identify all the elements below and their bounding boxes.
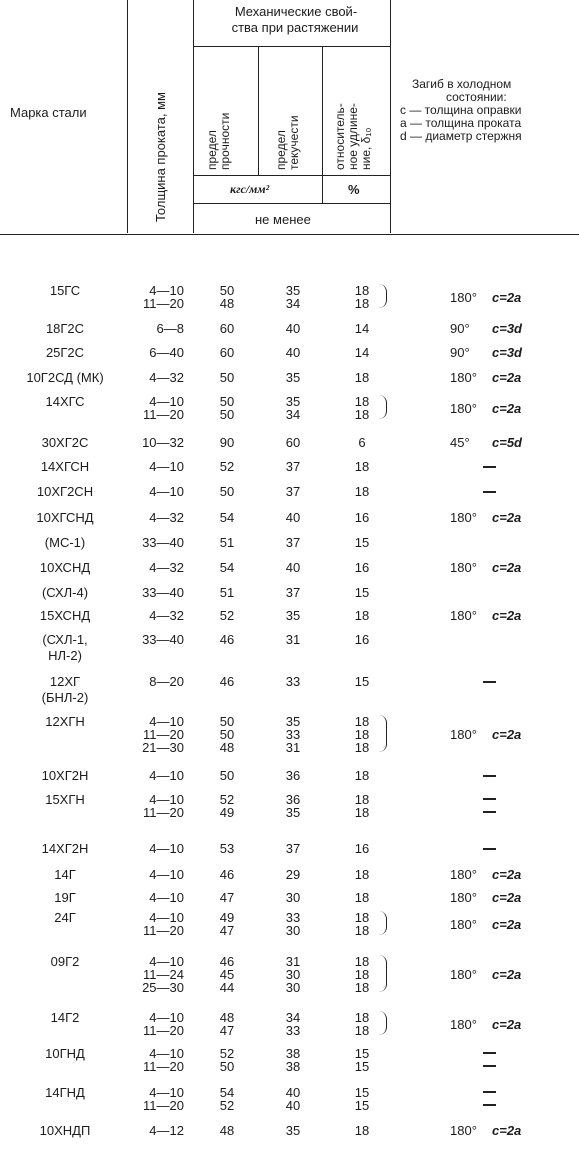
bend-angle: 90°: [450, 321, 470, 336]
strength-cell: 50: [219, 714, 235, 729]
steel-grade: 10ХГ2Н: [41, 768, 89, 783]
bend-condition-text: c=2a: [492, 890, 522, 905]
strength-cell: 50: [219, 283, 235, 298]
bend-condition-text: c=2a: [492, 727, 522, 742]
elongation-cell: 18: [354, 370, 370, 385]
divider: [258, 46, 259, 175]
bend-angle: 45°: [450, 435, 470, 450]
steel-grade: 19Г: [54, 890, 76, 905]
elongation-cell: 16: [354, 632, 370, 647]
bend-angle: 180°: [450, 727, 477, 742]
strength-cell: 52: [219, 1098, 235, 1113]
strength-cell: 60: [219, 345, 235, 360]
elongation-cell: 18: [354, 890, 370, 905]
yield-cell: 40: [285, 510, 301, 525]
strength-cell: 45: [219, 967, 235, 982]
yield-cell: 40: [285, 1098, 301, 1113]
yield-cell: 31: [285, 954, 301, 969]
bend-condition: [492, 321, 522, 336]
elongation-cell: 18: [354, 459, 370, 474]
yield-cell: 29: [285, 867, 301, 882]
yield-cell: 33: [285, 1023, 301, 1038]
thickness-cell: 33—40: [142, 585, 184, 600]
steel-grade: 12ХГ: [49, 674, 81, 689]
elongation-cell: 18: [354, 923, 370, 938]
steel-grade: 10ГНД: [45, 1046, 85, 1061]
thickness-cell: 4—10: [149, 954, 184, 969]
steel-grade: 15ХГН: [45, 792, 85, 807]
dash-mark: [483, 1065, 496, 1067]
thickness-cell: 11—20: [143, 1059, 184, 1074]
elongation-cell: 16: [354, 510, 370, 525]
thickness-cell: 6—40: [149, 345, 184, 360]
strength-cell: 49: [219, 910, 235, 925]
yield-cell: 38: [285, 1046, 301, 1061]
bend-angle: 180°: [450, 510, 477, 525]
bend-angle: 180°: [450, 1016, 477, 1032]
col-thickness-header: Толщина проката, мм: [153, 92, 168, 222]
strength-cell: 46: [219, 954, 235, 969]
thickness-cell: 4—10: [149, 394, 184, 409]
thickness-cell: 11—20: [143, 1023, 184, 1038]
bend-condition: [492, 345, 522, 360]
yield-cell: 37: [285, 459, 301, 474]
yield-cell: 33: [285, 910, 301, 925]
bend-condition: [492, 560, 521, 575]
dash-mark: [483, 466, 496, 468]
bend-angle: 180°: [450, 867, 477, 882]
col-yield-header: предел текучести: [274, 115, 301, 170]
elongation-cell: 18: [354, 805, 370, 820]
yield-cell: 36: [285, 768, 301, 783]
steel-grade: 18Г2С: [45, 321, 85, 336]
steel-grade: (МС-1): [44, 535, 86, 550]
row-brace: [378, 955, 387, 992]
row-brace: [378, 911, 387, 935]
strength-cell: 52: [219, 608, 235, 623]
strength-cell: 50: [219, 484, 235, 499]
steel-grade: 25Г2С: [45, 345, 85, 360]
bend-angle: 180°: [450, 967, 477, 982]
strength-cell: 50: [219, 727, 235, 742]
strength-cell: 50: [219, 370, 235, 385]
thickness-cell: 4—32: [149, 510, 184, 525]
yield-cell: 40: [285, 345, 301, 360]
thickness-cell: 11—20: [143, 296, 184, 311]
steel-grade: 14Г: [54, 867, 76, 882]
elongation-cell: 15: [354, 535, 370, 550]
bend-condition: [492, 608, 521, 623]
bend-condition-text: c=2a: [492, 560, 522, 575]
elongation-cell: 18: [354, 792, 370, 807]
divider: [193, 0, 194, 233]
thickness-cell: 11—20: [143, 407, 184, 422]
steel-grade: (СХЛ-4): [41, 585, 89, 600]
steel-grade: 14ГНД: [45, 1085, 85, 1100]
divider: [193, 203, 390, 204]
divider: [390, 0, 391, 233]
col-grade-header: Марка стали: [10, 105, 87, 120]
bend-condition-text: c=2a: [492, 916, 522, 932]
dash-mark: [483, 848, 496, 850]
divider: [193, 46, 390, 47]
bend-angle: 180°: [450, 916, 477, 932]
yield-cell: 30: [285, 923, 301, 938]
strength-cell: 52: [219, 1046, 235, 1061]
yield-cell: 37: [285, 484, 301, 499]
steel-grade: 10Г2СД (МК): [26, 370, 104, 385]
bend-condition: [492, 890, 521, 905]
strength-cell: 46: [219, 632, 235, 647]
yield-cell: 31: [285, 740, 301, 755]
steel-grade: (СХЛ-1,: [42, 632, 88, 647]
strength-cell: 90: [219, 435, 235, 450]
yield-cell: 38: [285, 1059, 301, 1074]
elongation-cell: 16: [354, 841, 370, 856]
elongation-cell: 18: [354, 768, 370, 783]
thickness-cell: 25—30: [142, 980, 184, 995]
thickness-cell: 4—10: [149, 1046, 184, 1061]
strength-cell: 52: [219, 459, 235, 474]
steel-grade: 10ХГСНД: [36, 510, 94, 525]
steel-grade: 24Г: [54, 910, 76, 925]
yield-cell: 60: [285, 435, 301, 450]
thickness-cell: 6—8: [156, 321, 184, 336]
col-strength-header: предел прочности: [205, 112, 232, 170]
elongation-cell: 18: [354, 296, 370, 311]
thickness-cell: 4—10: [149, 841, 184, 856]
bend-angle: 180°: [450, 608, 477, 623]
yield-cell: 33: [285, 727, 301, 742]
yield-cell: 35: [285, 1123, 301, 1138]
yield-cell: 35: [285, 370, 301, 385]
strength-cell: 54: [219, 510, 235, 525]
thickness-cell: 4—10: [149, 890, 184, 905]
yield-cell: 34: [285, 407, 301, 422]
divider: [322, 46, 323, 203]
strength-cell: 47: [219, 890, 235, 905]
yield-cell: 35: [285, 714, 301, 729]
dash-mark: [483, 1052, 496, 1054]
elongation-cell: 18: [354, 910, 370, 925]
bend-angle: 180°: [450, 1123, 477, 1138]
bend-condition-text: c=2a: [492, 967, 522, 982]
col-elongation-header: относитель- ное удлине- ние, δ₁₀: [333, 103, 373, 170]
elongation-cell: 14: [354, 345, 370, 360]
strength-cell: 60: [219, 321, 235, 336]
bend-condition-text: c=3d: [492, 345, 522, 360]
bend-condition: [492, 401, 521, 416]
bend-condition: [492, 727, 521, 742]
thickness-cell: 4—12: [149, 1123, 184, 1138]
elongation-cell: 14: [354, 321, 370, 336]
dash-mark: [483, 1104, 496, 1106]
elongation-cell: 15: [354, 1085, 370, 1100]
thickness-cell: 4—10: [149, 768, 184, 783]
elongation-cell: 15: [354, 1046, 370, 1061]
strength-cell: 54: [219, 1085, 235, 1100]
strength-cell: 50: [219, 394, 235, 409]
elongation-cell: 18: [354, 727, 370, 742]
bend-condition: [492, 290, 521, 305]
strength-cell: 44: [219, 980, 235, 995]
strength-cell: 46: [219, 867, 235, 882]
strength-cell: 51: [219, 535, 235, 550]
header-rule: [0, 234, 579, 235]
thickness-cell: 4—10: [149, 714, 184, 729]
row-brace: [378, 395, 387, 419]
strength-cell: 48: [219, 296, 235, 311]
thickness-cell: 21—30: [142, 740, 184, 755]
steel-grade: 10ХНДП: [39, 1123, 91, 1138]
strength-cell: 47: [219, 923, 235, 938]
dash-mark: [483, 1091, 496, 1093]
divider: [127, 0, 128, 233]
thickness-cell: 11—20: [143, 727, 184, 742]
bend-condition-text: c=2a: [492, 510, 522, 525]
bend-condition-text: c=2a: [492, 1016, 522, 1032]
elongation-cell: 16: [354, 560, 370, 575]
yield-cell: 40: [285, 1085, 301, 1100]
yield-cell: 30: [285, 890, 301, 905]
elongation-cell: 18: [354, 394, 370, 409]
yield-cell: 40: [285, 321, 301, 336]
yield-cell: 35: [285, 805, 301, 820]
elongation-cell: 18: [354, 484, 370, 499]
steel-grade: 14ХГС: [45, 394, 85, 409]
steel-grade: 15ХСНД: [39, 608, 91, 623]
bend-angle: 180°: [450, 890, 477, 905]
bend-angle: 180°: [450, 400, 477, 416]
elongation-cell: 18: [354, 1023, 370, 1038]
steel-grade: 09Г2: [50, 954, 80, 969]
steel-grade: 14ХГ2Н: [41, 841, 89, 856]
bend-condition-text: c=2a: [492, 1123, 522, 1138]
strength-cell: 52: [219, 792, 235, 807]
thickness-cell: 4—32: [149, 560, 184, 575]
yield-cell: 33: [285, 674, 301, 689]
yield-cell: 30: [285, 967, 301, 982]
yield-cell: 37: [285, 585, 301, 600]
yield-cell: 37: [285, 535, 301, 550]
elongation-cell: 18: [354, 1010, 370, 1025]
strength-cell: 51: [219, 585, 235, 600]
bend-condition: [492, 510, 521, 525]
thickness-cell: 11—20: [143, 923, 184, 938]
elongation-cell: 18: [354, 867, 370, 882]
steel-grade: 12ХГН: [45, 714, 85, 729]
elongation-cell: 18: [354, 608, 370, 623]
thickness-cell: 4—10: [149, 867, 184, 882]
bend-condition-text: c=2a: [492, 289, 522, 305]
row-brace: [378, 1011, 387, 1035]
elongation-cell: 6: [358, 435, 366, 450]
strength-cell: 50: [219, 407, 235, 422]
elongation-cell: 15: [354, 1059, 370, 1074]
bend-angle: 180°: [450, 289, 477, 305]
yield-cell: 34: [285, 296, 301, 311]
yield-cell: 36: [285, 792, 301, 807]
bend-condition: [492, 435, 522, 450]
dash-mark: [483, 798, 496, 800]
dash-mark: [483, 491, 496, 493]
strength-cell: 53: [219, 841, 235, 856]
thickness-cell: 10—32: [142, 435, 184, 450]
yield-cell: 30: [285, 980, 301, 995]
steel-grade: 15ГС: [49, 283, 81, 298]
bend-condition-text: c=3d: [492, 321, 522, 336]
steel-grade: 10ХГ2СН: [36, 484, 94, 499]
strength-cell: 48: [219, 1010, 235, 1025]
row-brace: [378, 284, 387, 308]
thickness-cell: 4—10: [149, 1085, 184, 1100]
strength-cell: 48: [219, 740, 235, 755]
steel-grade: 14Г2: [50, 1010, 80, 1025]
dash-mark: [483, 811, 496, 813]
strength-cell: 50: [219, 1059, 235, 1074]
bend-header: Загиб в холодном состоянии: c — толщина оправки a — толщина проката d — диаметр стержня: [400, 77, 522, 143]
elongation-cell: 18: [354, 967, 370, 982]
yield-cell: 40: [285, 560, 301, 575]
elongation-cell: 15: [354, 674, 370, 689]
bend-condition-text: c=2a: [492, 400, 522, 416]
yield-cell: 31: [285, 632, 301, 647]
unit-kgs: кгс/мм²: [230, 182, 270, 196]
steel-grade: 10ХСНД: [39, 560, 91, 575]
strength-cell: 47: [219, 1023, 235, 1038]
bend-condition: [492, 1017, 521, 1032]
thickness-cell: 4—10: [149, 484, 184, 499]
elongation-cell: 18: [354, 954, 370, 969]
divider: [193, 175, 390, 176]
thickness-cell: 4—10: [149, 910, 184, 925]
thickness-cell: 33—40: [142, 535, 184, 550]
group-title: ства при растяжении: [231, 20, 359, 35]
elongation-cell: 15: [354, 585, 370, 600]
thickness-cell: 4—10: [149, 459, 184, 474]
elongation-cell: 18: [354, 980, 370, 995]
thickness-cell: 4—10: [149, 1010, 184, 1025]
bend-condition: [492, 917, 521, 932]
bend-condition-text: c=2a: [492, 370, 522, 385]
elongation-cell: 18: [354, 407, 370, 422]
thickness-cell: 33—40: [142, 632, 184, 647]
bend-condition-text: c=2a: [492, 608, 522, 623]
bend-condition-text: c=2a: [492, 867, 522, 882]
strength-cell: 54: [219, 560, 235, 575]
unit-percent: %: [348, 182, 360, 197]
strength-cell: 50: [219, 768, 235, 783]
bend-angle: 180°: [450, 370, 477, 385]
yield-cell: 34: [285, 1010, 301, 1025]
steel-grade: 14ХГСН: [40, 459, 90, 474]
yield-cell: 37: [285, 841, 301, 856]
not-less-label: не менее: [255, 212, 311, 227]
elongation-cell: 18: [354, 1123, 370, 1138]
thickness-cell: 4—32: [149, 370, 184, 385]
steel-grade: 30ХГ2С: [41, 435, 89, 450]
thickness-cell: 8—20: [149, 674, 184, 689]
thickness-cell: 4—10: [149, 283, 184, 298]
thickness-cell: 11—20: [143, 805, 184, 820]
elongation-cell: 18: [354, 714, 370, 729]
dash-mark: [483, 775, 496, 777]
elongation-cell: 15: [354, 1098, 370, 1113]
yield-cell: 35: [285, 283, 301, 298]
steel-grade: НЛ-2): [48, 648, 82, 663]
dash-mark: [483, 681, 496, 683]
thickness-cell: 4—10: [149, 792, 184, 807]
yield-cell: 35: [285, 394, 301, 409]
thickness-cell: 4—32: [149, 608, 184, 623]
strength-cell: 48: [219, 1123, 235, 1138]
yield-cell: 35: [285, 608, 301, 623]
strength-cell: 46: [219, 674, 235, 689]
bend-condition: [492, 370, 521, 385]
row-brace: [378, 715, 387, 752]
bend-condition: [492, 1123, 521, 1138]
group-title: Механические свой-: [234, 4, 358, 19]
bend-condition-text: c=5d: [492, 435, 522, 450]
bend-angle: 180°: [450, 560, 477, 575]
bend-condition: [492, 967, 521, 982]
strength-cell: 49: [219, 805, 235, 820]
elongation-cell: 18: [354, 740, 370, 755]
bend-angle: 90°: [450, 345, 470, 360]
bend-condition: [492, 867, 521, 882]
elongation-cell: 18: [354, 283, 370, 298]
thickness-cell: 11—24: [143, 967, 184, 982]
steel-grade: (БНЛ-2): [41, 690, 89, 705]
thickness-cell: 11—20: [143, 1098, 184, 1113]
